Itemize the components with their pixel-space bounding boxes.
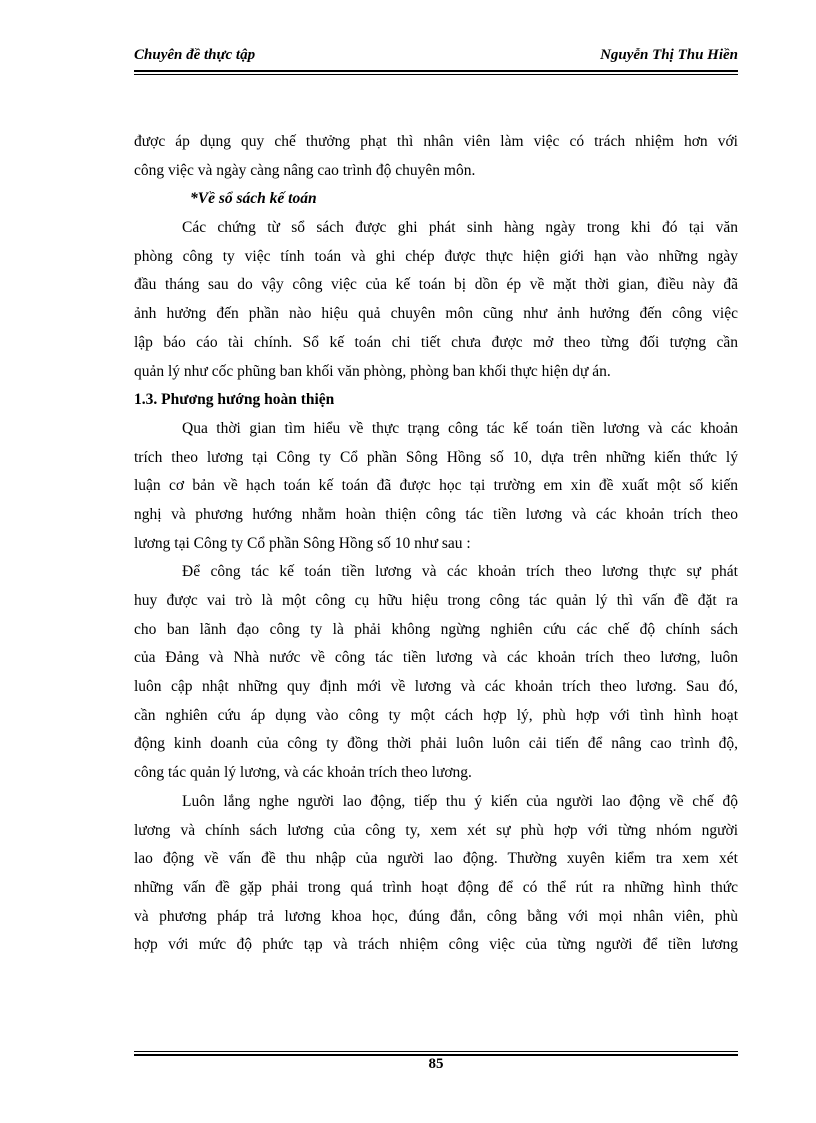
text-line: Qua thời gian tìm hiểu về thực trạng công tác kế toán tiền lương và các khoản [182, 419, 738, 437]
text-line: cho ban lãnh đạo công ty là phải không ngừng nghiên cứu các chế độ chính sách [134, 620, 738, 638]
text-line: được áp dụng quy chế thưởng phạt thì nhân viên làm việc có trách nhiệm hơn với [134, 133, 738, 150]
text-line: công tác quản lý lương, và các khoản trích theo lương. [134, 764, 472, 782]
text-line: cần nghiên cứu áp dụng vào công ty một cách hợp lý, phù hợp với tình hình hoạt [134, 706, 738, 724]
text-line: lương và chính sách lương của công ty, xem xét sự phù hợp với từng nhóm người [134, 821, 738, 839]
header-divider-thin [134, 74, 738, 75]
text-line: lập báo cáo tài chính. Sổ kế toán chi tiết chưa được mở theo từng đối tượng cần [134, 333, 738, 351]
text-line: luôn cập nhật những quy định mới về lương và các khoản trích theo lương. Sau đó, [134, 678, 738, 696]
text-line: quản lý như cốc phũng ban khối văn phòng, phòng ban khối thực hiện dự án. [134, 362, 611, 380]
header-divider [134, 70, 738, 72]
text-line: hợp với mức độ phức tạp và trách nhiệm công việc của từng người để tiền lương [134, 936, 738, 954]
section-heading: *Về sổ sách kế toán [190, 190, 317, 208]
page-header [134, 47, 738, 71]
body-text [134, 128, 738, 960]
header-title: Chuyên đề thực tập [134, 47, 256, 63]
page-number: 85 [428, 1056, 444, 1072]
footer-divider-thin [134, 1051, 738, 1052]
text-line: lao động về vấn đề thu nhập của người lao động. Thường xuyên kiểm tra xem xét [134, 850, 738, 868]
text-line: Các chứng từ sổ sách được ghi phát sinh hàng ngày trong khi đó tại văn [182, 219, 738, 237]
header-author: Nguyễn Thị Thu Hiền [600, 47, 738, 63]
section-heading: 1.3. Phương hướng hoàn thiện [134, 391, 335, 409]
text-line: công việc và ngày càng nâng cao trình độ chuyên môn. [134, 161, 476, 179]
text-line: trích theo lương tại Công ty Cổ phần Sông Hồng số 10, dựa trên những kiến thức lý [134, 448, 738, 466]
text-line: lương tại Công ty Cổ phần Sông Hồng số 10 như sau : [134, 534, 471, 552]
text-line: và phương pháp trả lương khoa học, đúng đắn, công bằng với mọi nhân viên, phù [134, 907, 738, 925]
text-line: ảnh hưởng đến phần nào hiệu quả chuyên môn cũng như ảnh hưởng đến công việc [134, 305, 738, 323]
text-line: những vấn đề gặp phải trong quá trình hoạt động để có thể rút ra những hình thức [134, 878, 738, 896]
text-line: luận cơ bản về hạch toán kế toán đã được học tại trường em xin đề xuất một số kiến [134, 477, 738, 495]
text-line: Luôn lắng nghe người lao động, tiếp thu ý kiến của người lao động về chế độ [182, 792, 738, 810]
text-line: Để công tác kế toán tiền lương và các khoản trích theo lương thực sự phát [182, 563, 738, 581]
text-line: đầu tháng sau do vậy công việc của kế toán bị dồn ép về mặt thời gian, điều này đã [134, 276, 738, 294]
text-line: huy được vai trò là một công cụ hữu hiệu trong công tác quản lý thì vấn đề đặt ra [134, 592, 738, 609]
text-line: nghị và phương hướng nhằm hoàn thiện công tác tiền lương và các khoản trích theo [134, 505, 738, 523]
text-line: của Đảng và Nhà nước về công tác tiền lương và các khoản trích theo lương, luôn [134, 649, 738, 667]
text-line: động kinh doanh của công ty đồng thời phải luôn luôn cải tiến để nâng cao trình độ, [134, 735, 738, 753]
text-line: phòng công ty việc tính toán và ghi chép được thực hiện giới hạn vào những ngày [134, 247, 738, 265]
